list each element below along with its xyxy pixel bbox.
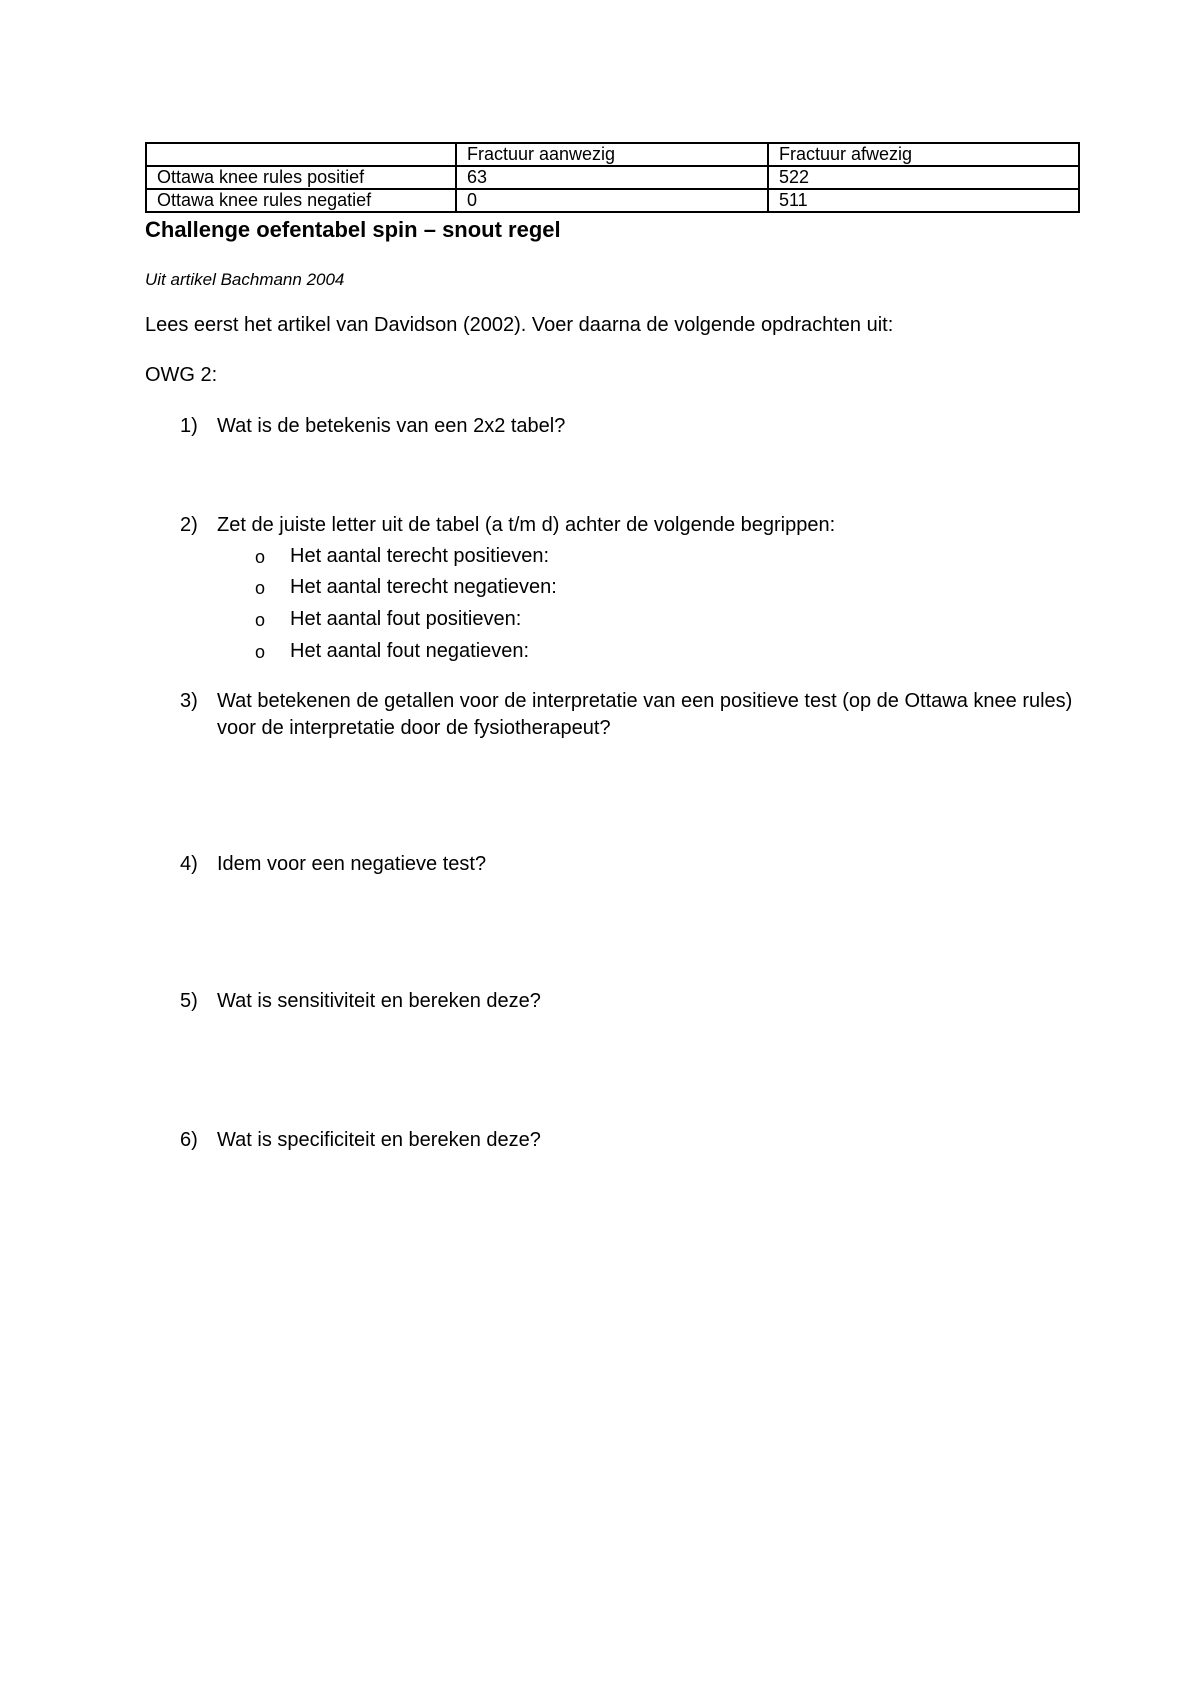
table-cell: Fractuur afwezig	[768, 143, 1079, 166]
source-note: Uit artikel Bachmann 2004	[145, 270, 345, 289]
question-number: 6)	[180, 1129, 198, 1151]
fracture-table	[145, 142, 1080, 213]
question-text: Wat is de betekenis van een 2x2 tabel?	[217, 415, 566, 437]
table-cell: 522	[768, 166, 1079, 189]
question-text: Zet de juiste letter uit de tabel (a t/m d) achter de volgende begrippen:	[217, 514, 836, 536]
table-cell: Ottawa knee rules positief	[146, 166, 456, 189]
question-text: Wat betekenen de getallen voor de interpretatie van een positieve test (op de Ottawa knee rules) voor de interpretatie door de fysiotherapeut?	[217, 690, 1073, 739]
question-text: Wat is specificiteit en bereken deze?	[217, 1129, 541, 1151]
table-header-row	[146, 143, 1079, 166]
bullet-icon: o	[255, 610, 266, 630]
list-item-text: Het aantal fout positieven:	[290, 608, 522, 630]
table-cell: Fractuur aanwezig	[456, 143, 768, 166]
question-number: 3)	[180, 690, 198, 712]
bullet-icon: o	[255, 642, 266, 662]
bullet-icon: o	[255, 547, 266, 567]
question-text: Idem voor een negatieve test?	[217, 853, 487, 875]
table-cell: 63	[456, 166, 768, 189]
question-number: 2)	[180, 514, 198, 536]
table-cell	[146, 143, 456, 166]
list-item-text: Het aantal terecht negatieven:	[290, 576, 557, 598]
list-item-text: Het aantal terecht positieven:	[290, 545, 550, 567]
table-row	[146, 189, 1079, 212]
table-cell: Ottawa knee rules negatief	[146, 189, 456, 212]
table-cell: 511	[768, 189, 1079, 212]
list-item-text: Het aantal fout negatieven:	[290, 640, 530, 662]
question-text: Wat is sensitiviteit en bereken deze?	[217, 990, 541, 1012]
question-number: 4)	[180, 853, 198, 875]
question-number: 1)	[180, 415, 198, 437]
question-number: 5)	[180, 990, 198, 1012]
table-row	[146, 166, 1079, 189]
bullet-icon: o	[255, 578, 266, 598]
page-title: Challenge oefentabel spin – snout regel	[145, 217, 561, 242]
intro-text: Lees eerst het artikel van Davidson (2002). Voer daarna de volgende opdrachten uit:	[145, 314, 894, 336]
table-cell: 0	[456, 189, 768, 212]
section-label: OWG 2:	[145, 364, 218, 386]
